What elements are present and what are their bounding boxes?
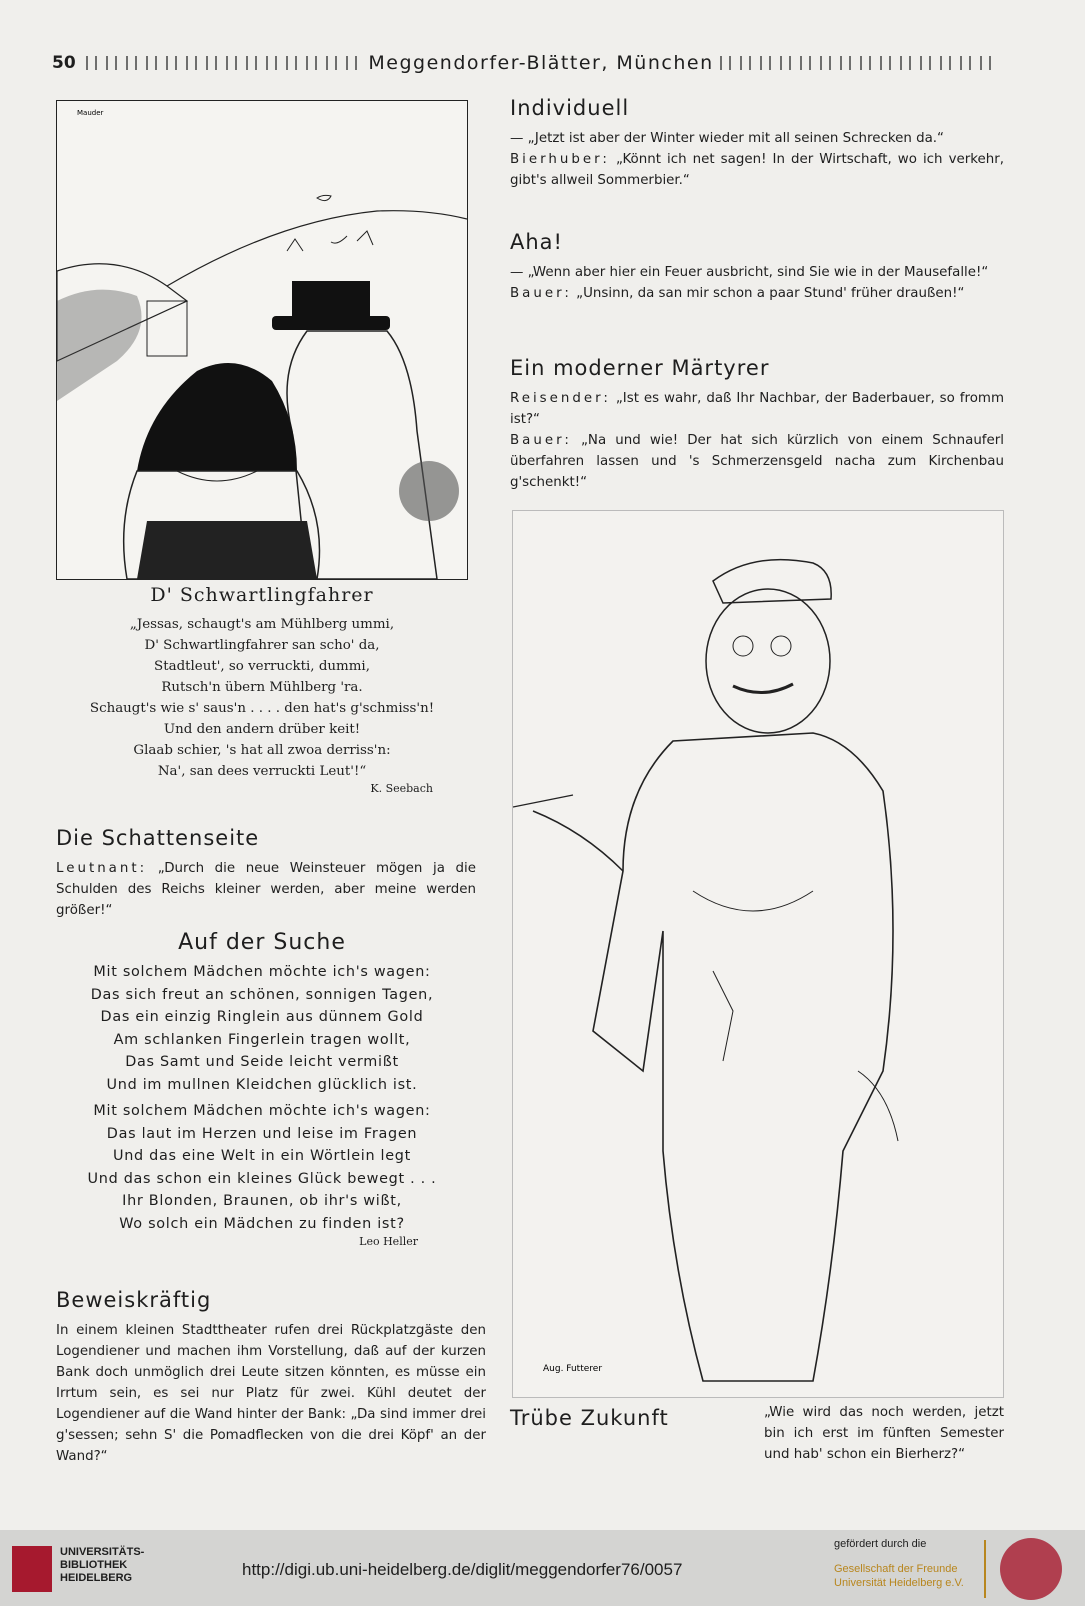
article-title: Individuell — [510, 96, 630, 120]
poem-line: Und das eine Welt in ein Wörtlein legt — [112, 1148, 411, 1164]
article-text: In einem kleinen Stadttheater rufen drei Rückplatzgäste den Logendiener und machen ihm Vorstellung, daß auf der kurzen Bank doch unmöglich drei Leute sitzen könnten, es müsse ein Irrtum sein, es sei nur Platz für zwei. Kühl deutet der Logendiener auf die Wand hinter der Bank: „Da sind immer drei g'sessen; sehn S' die Pomadflecken von die drei Köpf' an der Wand?“ — [56, 1323, 486, 1464]
article-text: „Ist es wahr, daß Ihr Nachbar, der Baderbauer, so fromm ist?“ — [510, 391, 1004, 427]
article-text: „Na und wie! Der hat sich kürzlich von einem Schnauferl überfahren lassen und 's Schmerzensgeld nacha zum Kirchenbau g'schenkt!“ — [510, 433, 1004, 490]
poem-line: Das Samt und Seide leicht vermißt — [125, 1054, 399, 1070]
article-text: „Könnt ich net sagen! In der Wirtschaft, wo ich verkehr, gibt's allweil Sommerbier.“ — [510, 152, 1004, 188]
poem-line: Schaugt's wie s' saus'n . . . . den hat's g'schmiss'n! — [89, 701, 435, 716]
illustration-signature: Aug. Futterer — [543, 1364, 603, 1374]
poem-line: Glaab schier, 's hat all zwoa derriss'n: — [133, 743, 391, 758]
article-title: Trübe Zukunft — [510, 1406, 669, 1430]
truebe-title-block — [510, 1406, 730, 1430]
poem-line: Ihr Blonden, Braunen, ob ihr's wißt, — [122, 1193, 402, 1209]
poem-line: Stadtleut', so verruckti, dummi, — [154, 659, 370, 674]
poem-line: „Jessas, schaugt's am Mühlberg ummi, — [129, 617, 395, 632]
ub-logo-icon — [12, 1546, 52, 1592]
university-seal-icon — [1000, 1538, 1062, 1600]
poem-line: Und im mullnen Kleidchen glücklich ist. — [106, 1076, 418, 1093]
speaker-label: Bauer: — [510, 286, 572, 301]
poem-line: Mit solchem Mädchen möchte ich's wagen: — [93, 1103, 431, 1119]
cartoon-caption: D' Schwartlingfahrer — [150, 584, 374, 606]
header-ornament-left — [86, 56, 362, 70]
page-number: 50 — [52, 53, 76, 73]
speaker-label: Bierhuber: — [510, 152, 610, 167]
article-text: „Unsinn, da san mir schon a paar Stund' früher draußen!“ — [576, 286, 965, 301]
digital-url-link[interactable]: http://digi.ub.uni-heidelberg.de/diglit/meggendorfer76/0057 — [242, 1560, 683, 1579]
cartoon-caption-block — [56, 584, 468, 795]
speaker-label: Reisender: — [510, 391, 611, 406]
poem-title: Auf der Suche — [178, 930, 346, 955]
poem-line: Mit solchem Mädchen möchte ich's wagen: — [93, 964, 431, 980]
poem-line: D' Schwartlingfahrer san scho' da, — [144, 638, 380, 653]
poem-line: Das sich freut an schönen, sonnigen Tagen, — [90, 986, 434, 1003]
footer-divider — [984, 1540, 986, 1598]
poem-author: K. Seebach — [370, 782, 433, 795]
article-title: Beweiskräftig — [56, 1288, 212, 1312]
cartoon-skiers-illustration — [56, 100, 468, 580]
poem-line: Und das schon ein kleines Glück bewegt . . . — [87, 1170, 437, 1187]
poem-line: Das ein einzig Ringlein aus dünnem Gold — [100, 1009, 424, 1025]
aha-article — [510, 230, 1004, 304]
footer-bar — [0, 1530, 1085, 1606]
poem-line: Rutsch'n übern Mühlberg 'ra. — [161, 680, 363, 695]
magazine-title: Meggendorfer-Blätter, München — [368, 52, 714, 74]
article-text: „Wie wird das noch werden, jetzt bin ich erst im fünften Semester und hab' schon ein Bierherz?“ — [764, 1405, 1004, 1462]
student-illustration — [512, 510, 1004, 1398]
article-text: „Durch die neue Weinsteuer mögen ja die Schulden des Reichs kleiner werden, aber meine werden größer!“ — [56, 861, 476, 918]
header-ornament-right — [720, 56, 996, 70]
poem-line: Na', san dees verruckti Leut'!“ — [157, 764, 367, 779]
article-title: Ein moderner Märtyrer — [510, 356, 770, 380]
poem-author: Leo Heller — [359, 1235, 418, 1248]
sponsor-label: gefördert durch die — [834, 1538, 927, 1550]
maertyrer-article — [510, 356, 1004, 493]
schattenseite-article — [56, 826, 476, 921]
poem-line: Das laut im Herzen und leise im Fragen — [106, 1125, 418, 1142]
beweis-article — [56, 1288, 486, 1467]
poem-line: Wo solch ein Mädchen zu finden ist? — [119, 1215, 405, 1232]
page-header — [52, 48, 1002, 78]
article-title: Aha! — [510, 230, 563, 254]
individuell-article — [510, 96, 1004, 191]
sponsor-name: Gesellschaft der Freunde Universität Heidelberg e.V. — [834, 1563, 964, 1589]
article-text: — „Jetzt ist aber der Winter wieder mit all seinen Schrecken da.“ — [510, 131, 944, 146]
article-text: — „Wenn aber hier ein Feuer ausbricht, sind Sie wie in der Mausefalle!“ — [510, 265, 989, 280]
article-title: Die Schattenseite — [56, 826, 260, 850]
poem-line: Und den andern drüber keit! — [163, 722, 361, 737]
truebe-caption — [764, 1402, 1004, 1465]
speaker-label: Bauer: — [510, 433, 572, 448]
speaker-label: Leutnant: — [56, 861, 148, 876]
poem-line: Am schlanken Fingerlein tragen wollt, — [113, 1031, 411, 1048]
cartoon-signature: Mauder — [77, 109, 104, 117]
suche-poem — [56, 930, 468, 1248]
library-name: UNIVERSITÄTS- BIBLIOTHEK HEIDELBERG — [60, 1546, 145, 1584]
